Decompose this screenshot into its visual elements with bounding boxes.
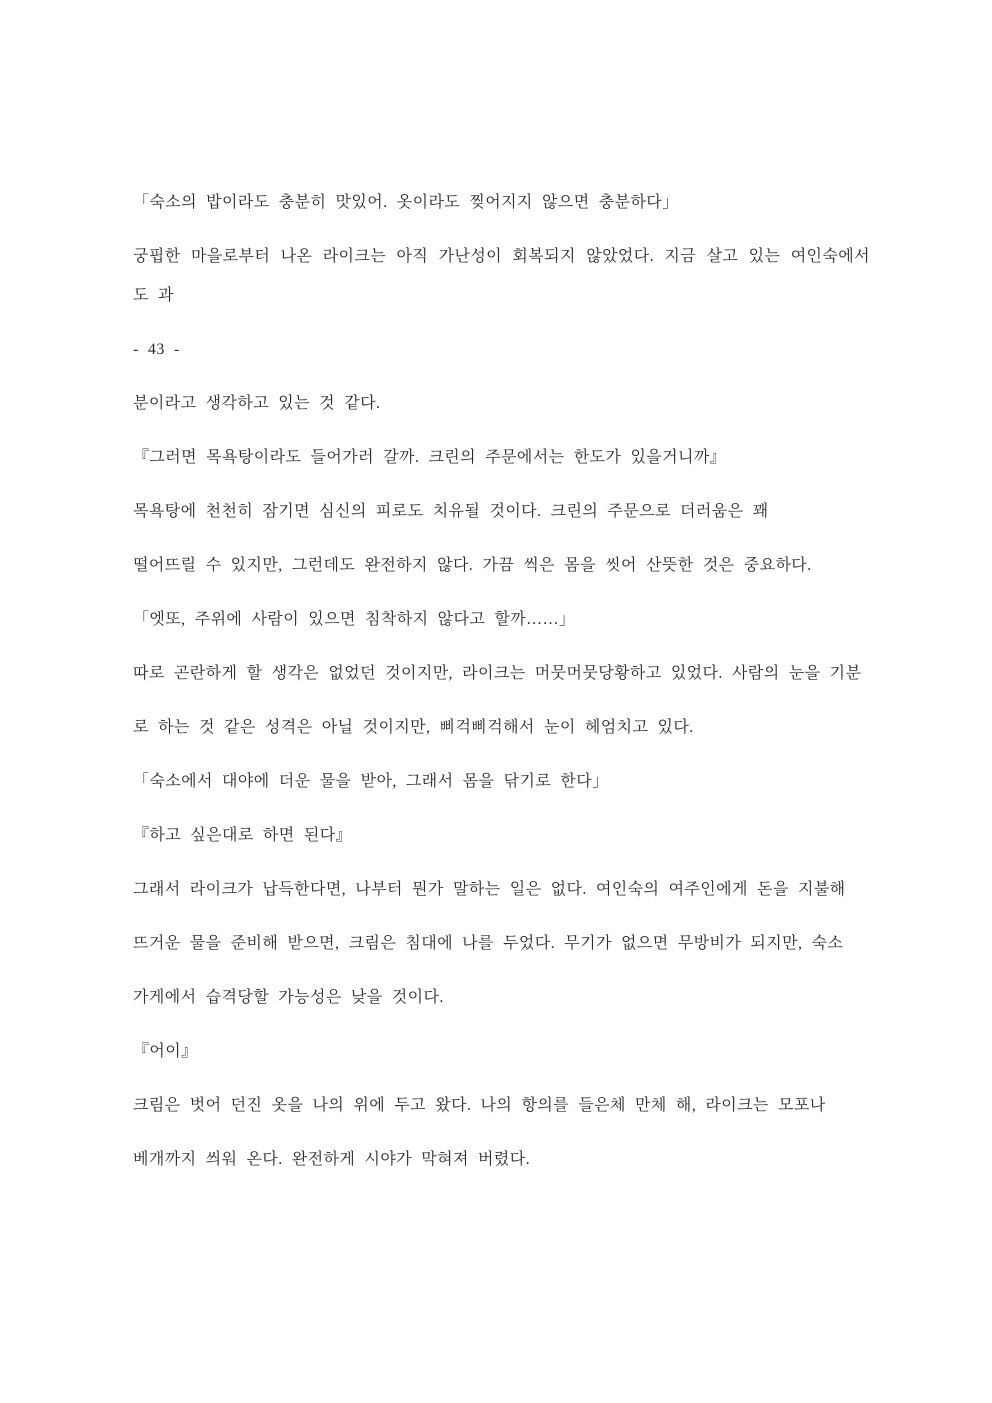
paragraph: 「엣또, 주위에 사람이 있으면 침착하지 않다고 할까……」 xyxy=(133,611,576,628)
paragraph: 뜨거운 물을 준비해 받으면, 크림은 침대에 나를 두었다. 무기가 없으면 무방비가 되지만, 숙소 xyxy=(133,935,844,952)
paragraph: 그래서 라이크가 납득한다면, 나부터 뭔가 말하는 일은 없다. 여인숙의 여주인에게 돈을 지불해 xyxy=(133,881,846,898)
paragraph: 「숙소의 밥이라도 충분히 맛있어. 옷이라도 찢어지지 않으면 충분하다」 xyxy=(133,194,679,211)
page-number: - 43 - xyxy=(133,341,180,358)
paragraph: 분이라고 생각하고 있는 것 같다. xyxy=(133,395,381,412)
paragraph: 「숙소에서 대야에 더운 물을 받아, 그래서 몸을 닦기로 한다」 xyxy=(133,773,609,790)
paragraph: 따로 곤란하게 할 생각은 없었던 것이지만, 라이크는 머뭇머뭇당황하고 있었다. 사람의 눈을 기분 xyxy=(133,665,862,682)
paragraph: 크림은 벗어 던진 옷을 나의 위에 두고 왔다. 나의 항의를 들은체 만체 해, 라이크는 모포나 xyxy=(133,1097,826,1114)
paragraph: 『그러면 목욕탕이라도 들어가러 갈까. 크린의 주문에서는 한도가 있을거니까』 xyxy=(133,449,727,466)
paragraph: 로 하는 것 같은 성격은 아닐 것이지만, 삐걱삐걱해서 눈이 헤엄치고 있다. xyxy=(133,719,694,736)
paragraph: 목욕탕에 천천히 잠기면 심신의 피로도 치유될 것이다. 크린의 주문으로 더러움은 꽤 xyxy=(133,503,769,520)
paragraph: 떨어뜨릴 수 있지만, 그런데도 완전하지 않다. 가끔 씩은 몸을 씻어 산뜻한 것은 중요하다. xyxy=(133,557,812,574)
paragraph: 『어이』 xyxy=(133,1043,198,1060)
paragraph: 『하고 싶은대로 하면 된다』 xyxy=(133,827,352,844)
paragraph: 궁핍한 마을로부터 나온 라이크는 아직 가난성이 회복되지 않았었다. 지금 살고 있는 여인숙에서도 과 xyxy=(133,248,870,304)
paragraph: 가게에서 습격당할 가능성은 낮을 것이다. xyxy=(133,989,444,1006)
paragraph: 베개까지 씌워 온다. 완전하게 시야가 막혀져 버렸다. xyxy=(133,1151,530,1168)
